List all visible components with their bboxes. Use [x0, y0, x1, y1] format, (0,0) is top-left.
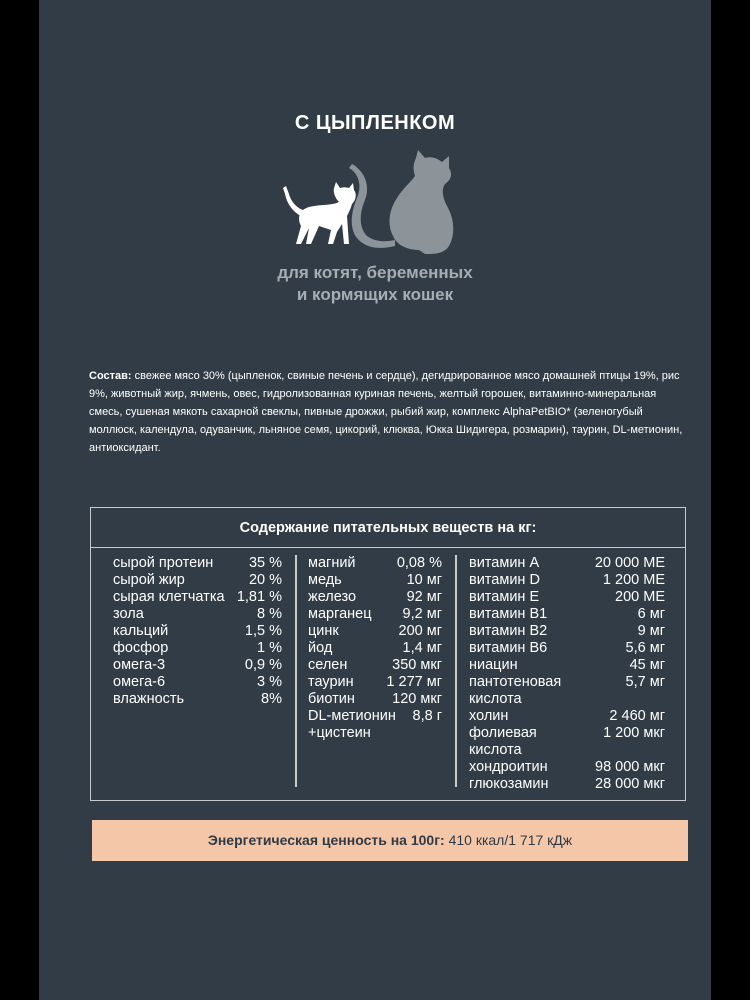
nutrient-row	[469, 657, 665, 674]
nutrient-value: 5,7 мг	[625, 674, 665, 690]
nutrient-name: витамин В1	[469, 606, 548, 622]
nutrient-name: хондроитин	[469, 759, 548, 775]
nutrient-name: холин	[469, 708, 509, 724]
target-audience	[39, 262, 711, 306]
nutrient-name: фолиевая	[469, 725, 537, 741]
nutrient-value: 9,2 мг	[402, 606, 442, 622]
nutrient-name: медь	[308, 572, 342, 588]
nutrient-value: 20 %	[248, 572, 282, 588]
subtitle-line-1: для котят, беременных	[277, 263, 473, 282]
nutrient-value: 8,8 г	[412, 708, 442, 724]
nutrient-name: таурин	[308, 674, 354, 690]
nutrient-name: сырой жир	[113, 572, 185, 588]
nutrient-value: 3 %	[257, 674, 282, 690]
adult-cat-icon	[349, 150, 453, 254]
nutrient-row	[469, 640, 665, 657]
nutrient-name: кальций	[113, 623, 169, 639]
nutrient-row	[113, 555, 282, 572]
nutrient-name: зола	[113, 606, 144, 622]
nutrient-value: 1 %	[257, 640, 282, 656]
nutrient-value: 1 200 МЕ	[602, 572, 665, 588]
nutrient-row	[113, 657, 282, 674]
nutrient-name: кислота	[469, 691, 522, 707]
nutrient-value: 200 мг	[398, 623, 442, 639]
nutrient-row	[113, 674, 282, 691]
nutrient-row	[113, 691, 282, 708]
nutrient-name: железо	[308, 589, 357, 605]
nutrient-row	[469, 589, 665, 606]
energy-label: Энергетическая ценность на 100г:	[207, 832, 445, 848]
nutrient-row	[469, 674, 665, 691]
nutrient-row	[469, 691, 665, 708]
nutrient-value: 1 277 мг	[386, 674, 442, 690]
nutrient-row	[469, 708, 665, 725]
nutrient-name: кислота	[469, 742, 522, 758]
nutrient-value: 8%	[261, 691, 282, 707]
column-divider	[295, 555, 297, 787]
nutrient-name: фосфор	[113, 640, 169, 656]
nutrient-name: DL-метионин	[308, 708, 396, 724]
nutrient-row	[308, 555, 442, 572]
nutrient-name: пантотеновая	[469, 674, 562, 690]
nutrients-title: Содержание питательных веществ на кг:	[91, 508, 685, 548]
nutrient-value: 1,4 мг	[402, 640, 442, 656]
nutrient-row	[308, 674, 442, 691]
nutrients-table	[90, 507, 686, 801]
nutrient-row	[469, 759, 665, 776]
flavor-title: С ЦЫПЛЕНКОМ	[294, 112, 456, 134]
nutrient-name: глюкозамин	[469, 776, 549, 792]
nutrient-row	[308, 572, 442, 589]
energy-value-band	[92, 820, 688, 861]
nutrient-value: 5,6 мг	[625, 640, 665, 656]
nutrient-row	[113, 572, 282, 589]
column-divider	[455, 555, 457, 787]
nutrient-value: 120 мкг	[392, 691, 442, 707]
nutrient-row	[308, 725, 442, 742]
nutrient-row	[308, 657, 442, 674]
nutrients-column-3	[469, 555, 665, 793]
nutrient-row	[469, 776, 665, 793]
nutrient-name: витамин В6	[469, 640, 548, 656]
nutrient-value: 1,5 %	[244, 623, 282, 639]
nutrient-name: +цистеин	[308, 725, 371, 741]
nutrient-value: 35 %	[248, 555, 282, 571]
nutrient-name: магний	[308, 555, 356, 571]
nutrient-name: селен	[308, 657, 348, 673]
cats-illustration	[279, 146, 479, 258]
nutrient-value: 1,81 %	[236, 589, 282, 605]
nutrient-value: 45 мг	[629, 657, 665, 673]
nutrient-row	[113, 589, 282, 606]
nutrient-value: 28 000 мкг	[595, 776, 665, 792]
composition-ingredients: свежее мясо 30% (цыпленок, свиные печень и сердце), дегидрированное мясо домашней птицы 19%, рис 9%, животный жир, ячмень, овес, гидролизованная куриная печень, желтый горошек, витаминно-минеральная смесь, сушеная мякоть сахарной свеклы, пивные дрожжи, рыбий жир, комплекс AlphaPetBIO* (зеленогубый моллюск, календула, одуванчик, льняное семя, цикорий, клюква, Юкка Шидигера, розмарин), таурин, DL-метионин, антиоксидант.	[89, 370, 683, 454]
nutrient-value: 9 мг	[637, 623, 665, 639]
composition-text	[89, 367, 684, 457]
nutrient-row	[308, 589, 442, 606]
nutrient-value: 92 мг	[406, 589, 442, 605]
nutrient-value: 1 200 мкг	[603, 725, 665, 741]
nutrient-row	[308, 691, 442, 708]
nutrient-name: цинк	[308, 623, 339, 639]
nutrient-row	[308, 623, 442, 640]
nutrient-row	[469, 742, 665, 759]
nutrient-value: 0,9 %	[244, 657, 282, 673]
kitten-icon	[283, 182, 356, 244]
nutrient-value: 98 000 мкг	[595, 759, 665, 775]
nutrient-value: 20 000 МЕ	[594, 555, 665, 571]
nutrient-row	[113, 623, 282, 640]
nutrient-name: витамин Е	[469, 589, 540, 605]
nutrient-name: витамин D	[469, 572, 540, 588]
nutrient-row	[469, 555, 665, 572]
nutrient-row	[113, 640, 282, 657]
nutrient-name: витамин В2	[469, 623, 548, 639]
nutrient-row	[469, 606, 665, 623]
nutrient-name: сырая клетчатка	[113, 589, 225, 605]
nutrient-name: марганец	[308, 606, 372, 622]
nutrient-value: 200 МЕ	[615, 589, 665, 605]
nutrient-row	[469, 572, 665, 589]
nutrient-name: ниацин	[469, 657, 518, 673]
nutrient-value: 8 %	[257, 606, 282, 622]
nutrient-row	[308, 640, 442, 657]
nutrient-value: 0,08 %	[396, 555, 442, 571]
subtitle-line-2: и кормящих кошек	[296, 285, 454, 304]
nutrient-name: биотин	[308, 691, 355, 707]
nutrient-row	[113, 606, 282, 623]
nutrient-name: омега-6	[113, 674, 166, 690]
nutrient-row	[469, 623, 665, 640]
composition-label: Состав:	[89, 370, 132, 382]
nutrient-value: 6 мг	[637, 606, 665, 622]
nutrient-value: 350 мкг	[392, 657, 442, 673]
nutrient-name: йод	[308, 640, 333, 656]
nutrient-row	[308, 606, 442, 623]
energy-value: 410 ккал/1 717 кДж	[444, 832, 573, 848]
nutrient-name: омега-3	[113, 657, 166, 673]
nutrient-name: влажность	[113, 691, 185, 707]
nutrients-column-1	[113, 555, 282, 708]
nutrients-column-2	[308, 555, 442, 742]
nutrient-name: витамин А	[469, 555, 540, 571]
package-panel	[39, 0, 711, 1000]
nutrient-name: сырой протеин	[113, 555, 214, 571]
nutrient-value: 2 460 мг	[609, 708, 665, 724]
nutrient-value: 10 мг	[406, 572, 442, 588]
nutrient-row	[469, 725, 665, 742]
nutrient-row	[308, 708, 442, 725]
